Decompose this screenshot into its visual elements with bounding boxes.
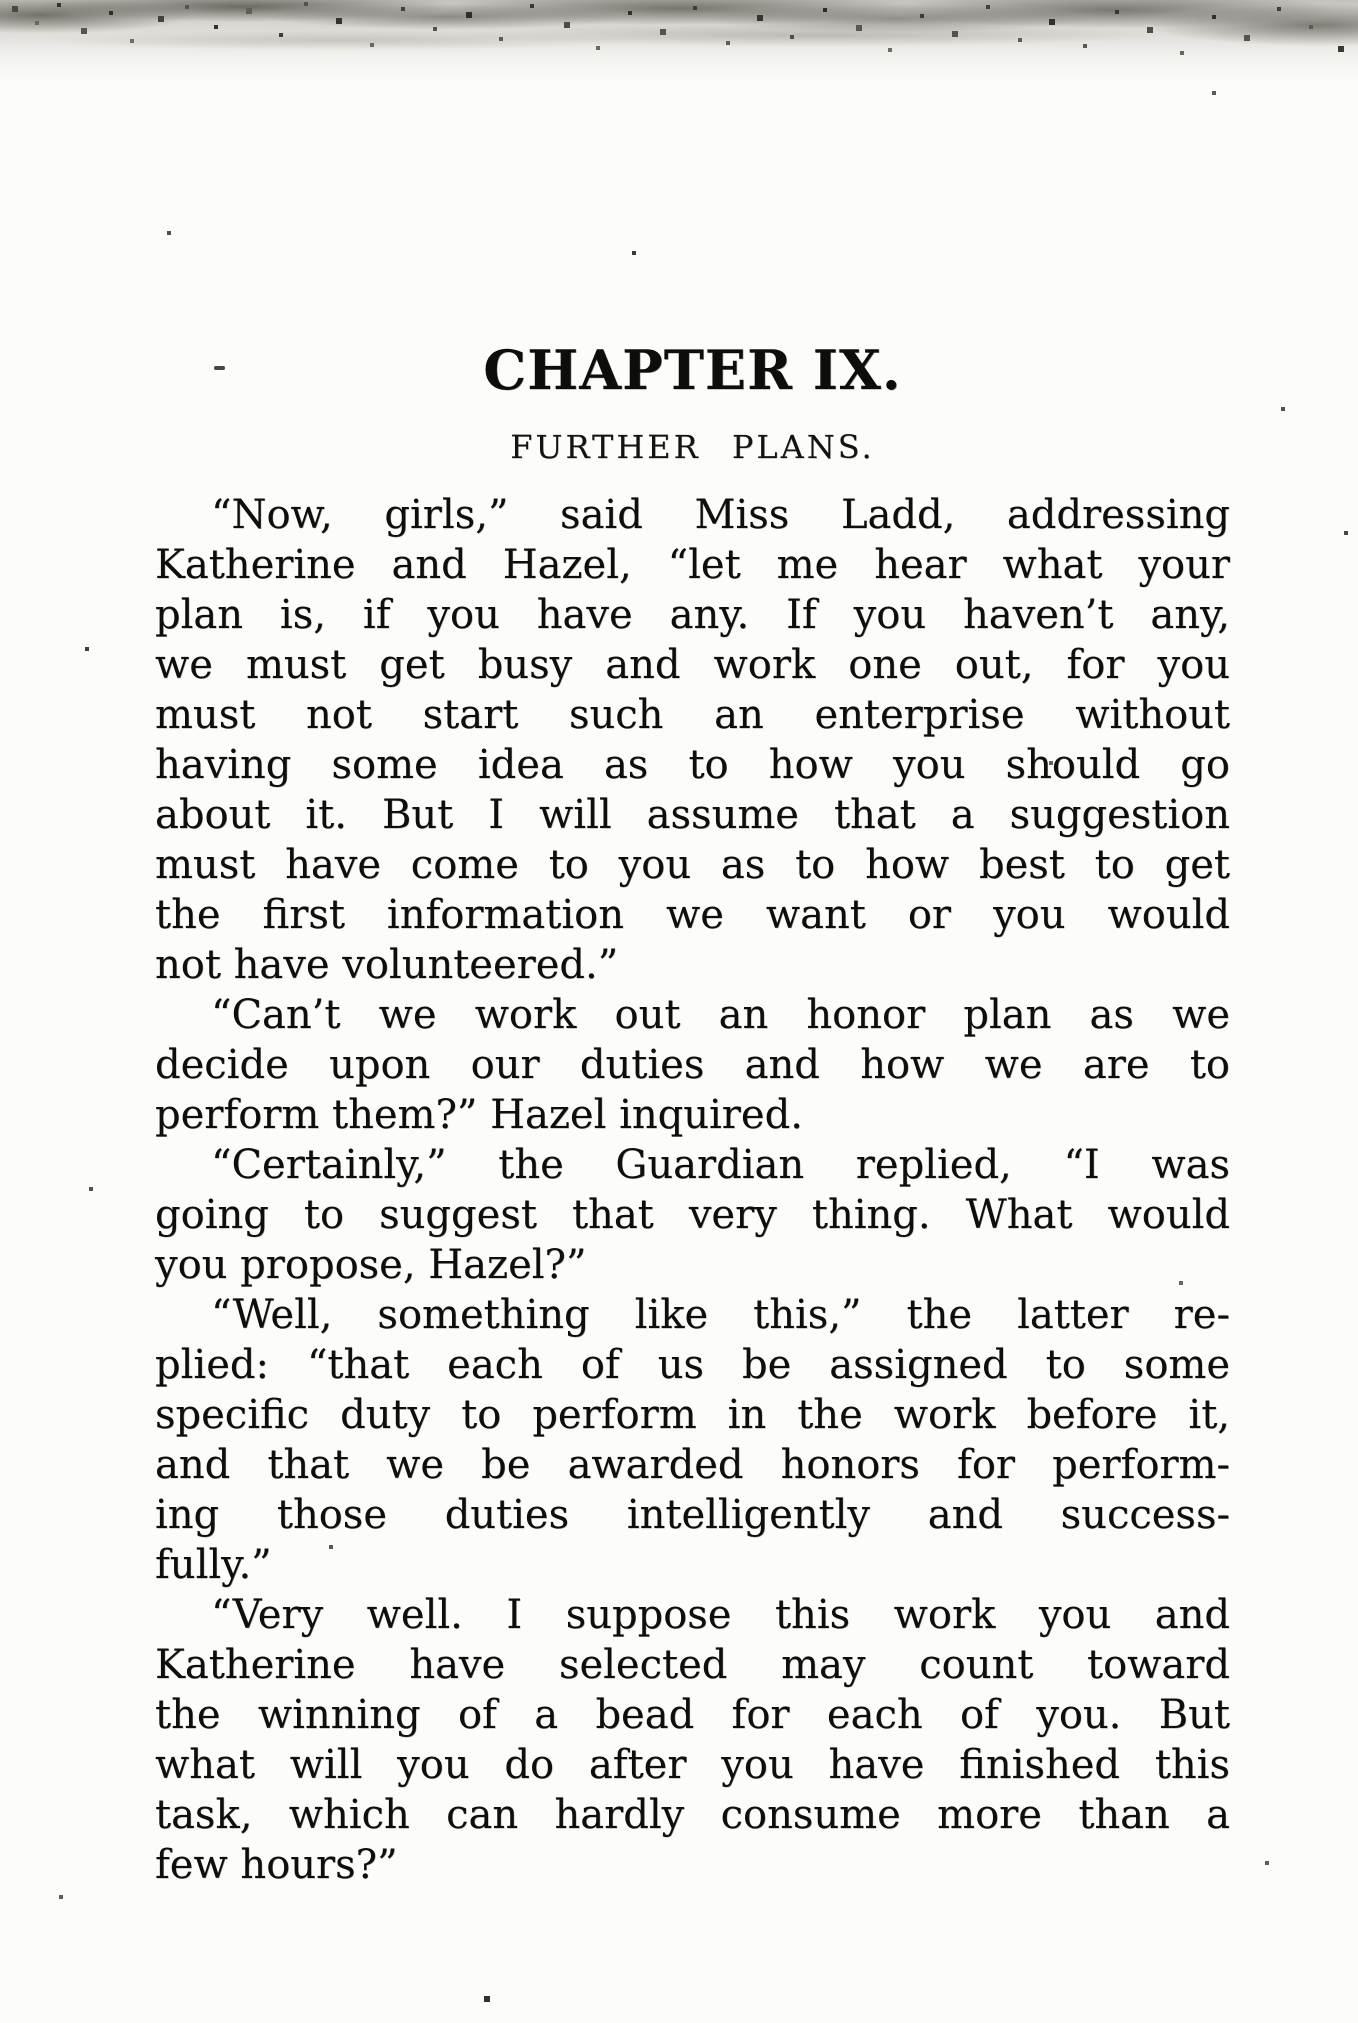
page-speckles bbox=[0, 0, 2, 2]
text-line: and that we be awarded honors for perform- bbox=[155, 1442, 1230, 1488]
text-line: specific duty to perform in the work before it, bbox=[155, 1392, 1230, 1438]
text-line: Katherine have selected may count toward bbox=[155, 1642, 1230, 1688]
text-line: plan is, if you have any. If you haven’t any, bbox=[155, 592, 1230, 638]
text-line: “Well, something like this,” the latter re- bbox=[211, 1292, 1230, 1338]
text-line: not have volunteered.” bbox=[155, 942, 619, 988]
text-line: what will you do after you have finished this bbox=[155, 1742, 1230, 1788]
text-line: “Now, girls,” said Miss Ladd, addressing bbox=[211, 492, 1230, 538]
text-line: plied: “that each of us be assigned to some bbox=[155, 1342, 1230, 1388]
text-line: the first information we want or you would bbox=[155, 892, 1230, 938]
text-line: few hours?” bbox=[155, 1842, 398, 1888]
text-line: about it. But I will assume that a suggestion bbox=[155, 792, 1230, 838]
text-line: you propose, Hazel?” bbox=[155, 1242, 587, 1288]
page-body bbox=[155, 490, 1230, 1890]
text-line: “Can’t we work out an honor plan as we bbox=[211, 992, 1230, 1038]
text-line: having some idea as to how you should go bbox=[155, 742, 1230, 788]
text-line: “Certainly,” the Guardian replied, “I was bbox=[211, 1142, 1230, 1188]
text-line: task, which can hardly consume more than a bbox=[155, 1792, 1230, 1838]
text-line: perform them?” Hazel inquired. bbox=[155, 1092, 803, 1138]
text-line: Katherine and Hazel, “let me hear what your bbox=[155, 542, 1230, 588]
text-line: decide upon our duties and how we are to bbox=[155, 1042, 1230, 1088]
text-line: “Very well. I suppose this work you and bbox=[211, 1592, 1230, 1638]
text-line: fully.” bbox=[155, 1542, 272, 1588]
text-line: we must get busy and work one out, for you bbox=[155, 642, 1230, 688]
section-title: FURTHER PLANS. bbox=[510, 428, 875, 466]
text-line: must not start such an enterprise without bbox=[155, 692, 1230, 738]
text-line: the winning of a bead for each of you. But bbox=[155, 1692, 1230, 1738]
scan-noise-band bbox=[0, 0, 1358, 84]
chapter-title: CHAPTER IX. bbox=[483, 338, 902, 402]
text-line: going to suggest that very thing. What would bbox=[155, 1192, 1230, 1238]
text-line: ing those duties intelligently and success- bbox=[155, 1492, 1230, 1538]
text-line: must have come to you as to how best to get bbox=[155, 842, 1230, 888]
